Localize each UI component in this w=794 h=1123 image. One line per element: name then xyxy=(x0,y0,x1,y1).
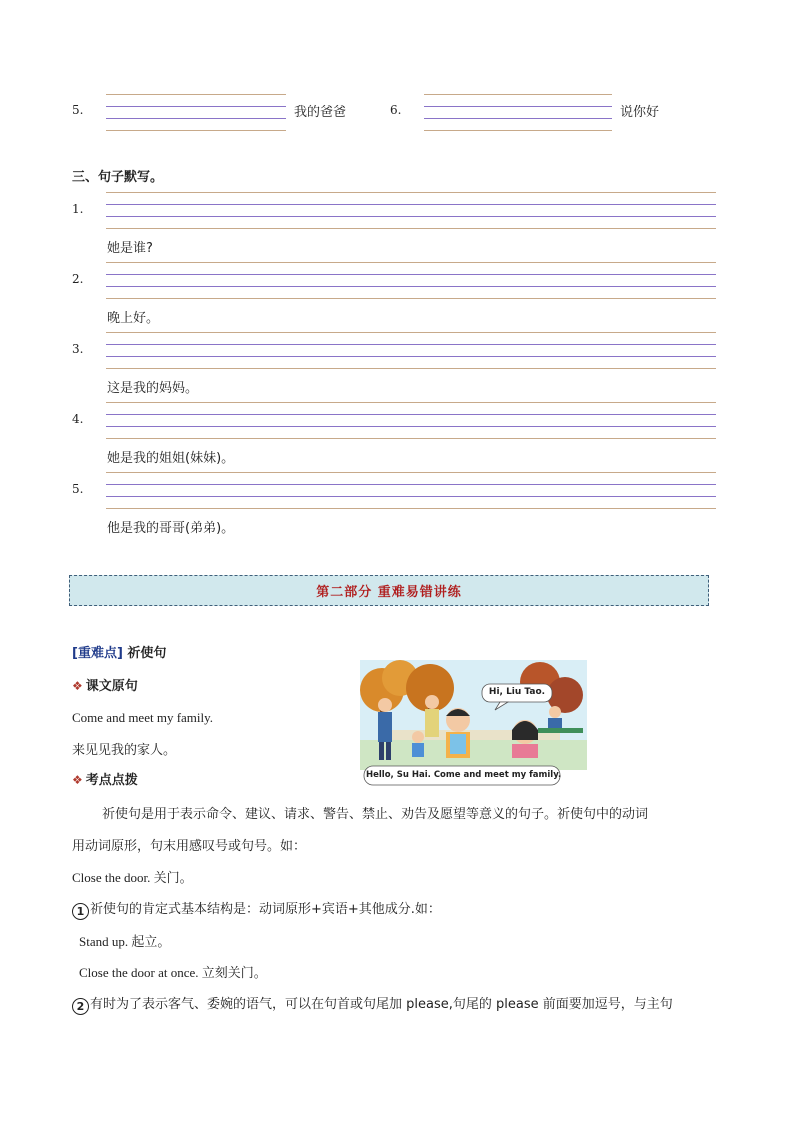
answer-line xyxy=(106,496,716,497)
answer-line xyxy=(106,508,716,509)
answer-line xyxy=(106,484,716,485)
answer-line xyxy=(106,368,716,369)
sentence-3-number: 3. xyxy=(72,342,84,356)
sentence-2-number: 2. xyxy=(72,272,84,286)
original-sentence-heading xyxy=(72,675,138,694)
item-5-word: 我的爸爸 xyxy=(294,105,347,120)
answer-line xyxy=(106,426,716,427)
example-close-door-at-once: Close the door at once. 立刻关门。 xyxy=(79,965,267,980)
answer-line xyxy=(106,298,716,299)
answer-line xyxy=(106,204,716,205)
answer-line xyxy=(106,262,716,263)
example-stand-up: Stand up. 起立。 xyxy=(79,934,171,949)
original-heading-text: 课文原句 xyxy=(85,679,138,694)
sentence-1-hint: 她是谁? xyxy=(107,241,153,256)
answer-line xyxy=(424,118,612,119)
diamond-bullet-icon: ❖ xyxy=(72,773,83,787)
tips-paragraph-line-2: 用动词原形，句末用感叹号或句号。如： xyxy=(72,839,307,854)
rule-1 xyxy=(72,898,441,920)
sentence-3-hint: 这是我的妈妈。 xyxy=(107,381,199,396)
answer-line xyxy=(106,414,716,415)
sentence-4-hint: 她是我的姐姐(妹妹)。 xyxy=(107,451,235,466)
part-two-banner xyxy=(69,575,709,606)
answer-line xyxy=(424,130,612,131)
answer-line xyxy=(106,130,286,131)
tips-heading xyxy=(72,769,138,788)
part-two-title: 第二部分 重难易错讲练 xyxy=(316,585,462,600)
diamond-bullet-icon: ❖ xyxy=(72,679,83,693)
item-5-number: 5. xyxy=(72,103,84,117)
focus-heading xyxy=(72,642,166,661)
circled-number-1: 1 xyxy=(72,903,89,920)
circled-number-2: 2 xyxy=(72,998,89,1015)
answer-line xyxy=(106,332,716,333)
sentence-4-number: 4. xyxy=(72,412,84,426)
answer-line xyxy=(106,356,716,357)
section-3-title: 三、句子默写。 xyxy=(72,170,164,185)
sentence-5-hint: 他是我的哥哥(弟弟)。 xyxy=(107,521,235,536)
answer-line xyxy=(106,228,716,229)
tips-heading-text: 考点点拨 xyxy=(85,773,138,788)
rule-1-text: 祈使句的肯定式基本结构是：动词原形+宾语+其他成分.如： xyxy=(90,902,441,917)
focus-topic: 祈使句 xyxy=(127,646,167,661)
answer-line xyxy=(106,274,716,275)
answer-line xyxy=(106,472,716,473)
item-6-word: 说你好 xyxy=(620,105,660,120)
original-cn: 来见见我的家人。 xyxy=(72,743,177,758)
rule-2-text: 有时为了表示客气、委婉的语气，可以在句首或句尾加 please,句尾的 please 前面要加逗号，与主句 xyxy=(90,997,673,1012)
original-en: Come and meet my family. xyxy=(72,710,214,725)
answer-line xyxy=(106,118,286,119)
sentence-5-number: 5. xyxy=(72,482,84,496)
textbook-illustration xyxy=(360,660,587,789)
answer-line xyxy=(106,216,716,217)
speech-bubble-caption: Hello, Su Hai. Come and meet my family. xyxy=(366,770,562,780)
answer-line xyxy=(106,344,716,345)
focus-label: [重难点] xyxy=(72,646,123,661)
answer-line xyxy=(106,94,286,95)
answer-line xyxy=(424,94,612,95)
sentence-1-number: 1. xyxy=(72,202,84,216)
answer-line xyxy=(106,192,716,193)
rule-2 xyxy=(72,993,673,1015)
answer-line xyxy=(106,106,286,107)
item-6-number: 6. xyxy=(390,103,402,117)
tips-paragraph-line-1: 祈使句是用于表示命令、建议、请求、警告、禁止、劝告及愿望等意义的句子。祈使句中的动词 xyxy=(102,807,649,822)
answer-line xyxy=(106,402,716,403)
answer-line xyxy=(424,106,612,107)
example-close-door: Close the door. 关门。 xyxy=(72,870,193,885)
sentence-2-hint: 晚上好。 xyxy=(107,311,160,326)
answer-line xyxy=(106,286,716,287)
answer-line xyxy=(106,438,716,439)
speech-bubble-hi-liu-tao: Hi, Liu Tao. xyxy=(488,687,546,697)
